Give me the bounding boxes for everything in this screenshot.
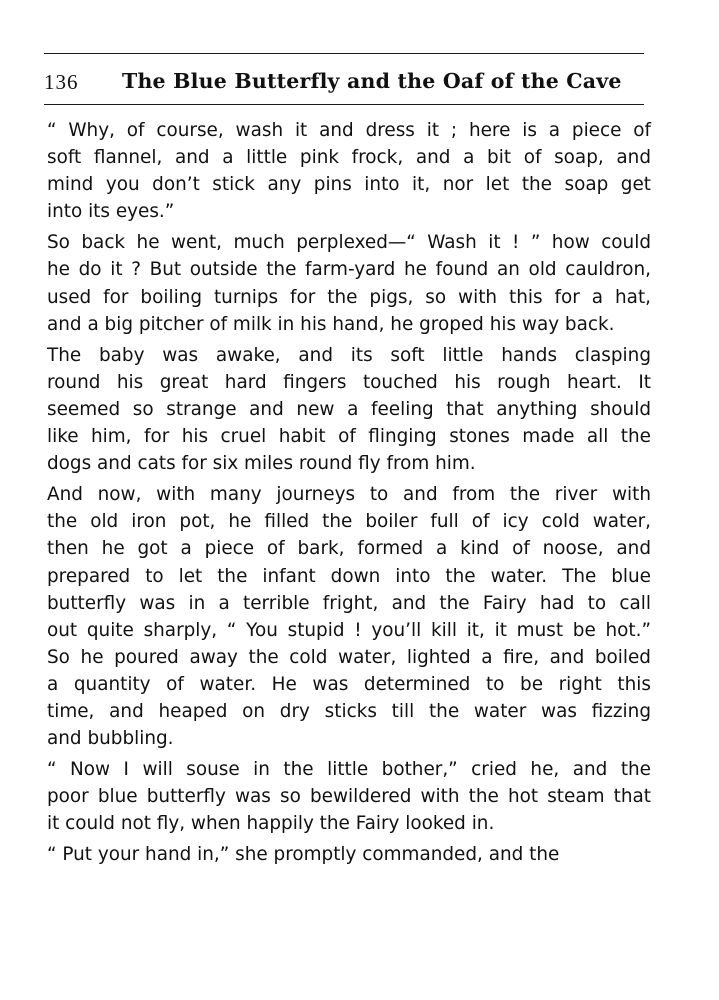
text-line: dogs and cats for six miles round fly from him. (47, 453, 476, 475)
text-line: like him, for his cruel habit of flinging stones made all the (47, 426, 651, 448)
text-line: soft flannel, and a little pink frock, and a bit of soap, and (47, 147, 651, 169)
running-head (44, 64, 644, 98)
paragraph (47, 117, 651, 225)
text-line: mind you don’t stick any pins into it, nor let the soap get (47, 174, 651, 196)
text-line: then he got a piece of bark, formed a kind of noose, and (47, 538, 651, 560)
paragraph (47, 229, 651, 337)
header-bottom-rule (44, 104, 644, 105)
text-line: prepared to let the infant down into the water. The blue (47, 565, 651, 587)
paragraph (47, 342, 651, 477)
text-line: seemed so strange and new a feeling that anything should (47, 398, 651, 420)
text-line: So back he went, much perplexed—“ Wash it ! ” how could (47, 232, 651, 254)
paragraph (47, 481, 651, 752)
text-line: he do it ? But outside the farm-yard he found an old cauldron, (47, 259, 651, 281)
text-line: and a big pitcher of milk in his hand, he groped his way back. (47, 313, 615, 335)
body-text (47, 117, 651, 873)
text-line: and bubbling. (47, 728, 174, 750)
text-line: used for boiling turnips for the pigs, so with this for a hat, (47, 286, 651, 308)
header-top-rule (44, 53, 644, 54)
text-line: And now, with many journeys to and from the river with (47, 484, 651, 506)
text-line: “ Now I will souse in the little bother,” cried he, and the (47, 759, 651, 781)
text-line: butterfly was in a terrible fright, and the Fairy had to call (47, 592, 651, 614)
text-line: poor blue butterfly was so bewildered with the hot steam that (47, 786, 651, 808)
text-line: So he poured away the cold water, lighted a fire, and boiled (47, 646, 651, 668)
text-line: round his great hard fingers touched his rough heart. It (47, 371, 651, 393)
page-number: 136 (44, 70, 79, 94)
text-line: “ Why, of course, wash it and dress it ; here is a piece of (47, 120, 651, 141)
text-line: out quite sharply, “ You stupid ! you’ll kill it, it must be hot.” (47, 619, 651, 641)
text-line: into its eyes.” (47, 201, 175, 223)
text-line: the old iron pot, he filled the boiler full of icy cold water, (47, 511, 651, 533)
text-line: a quantity of water. He was determined to be right this (47, 673, 651, 695)
text-line: The baby was awake, and its soft little hands clasping (47, 344, 651, 366)
text-line: it could not fly, when happily the Fairy looked in. (47, 813, 495, 835)
text-line: time, and heaped on dry sticks till the water was fizzing (47, 700, 651, 722)
paragraph (47, 841, 651, 868)
paragraph (47, 756, 651, 837)
running-title: The Blue Butterfly and the Oaf of the Cave (122, 69, 622, 93)
text-line: “ Put your hand in,” she promptly commanded, and the (47, 844, 560, 866)
